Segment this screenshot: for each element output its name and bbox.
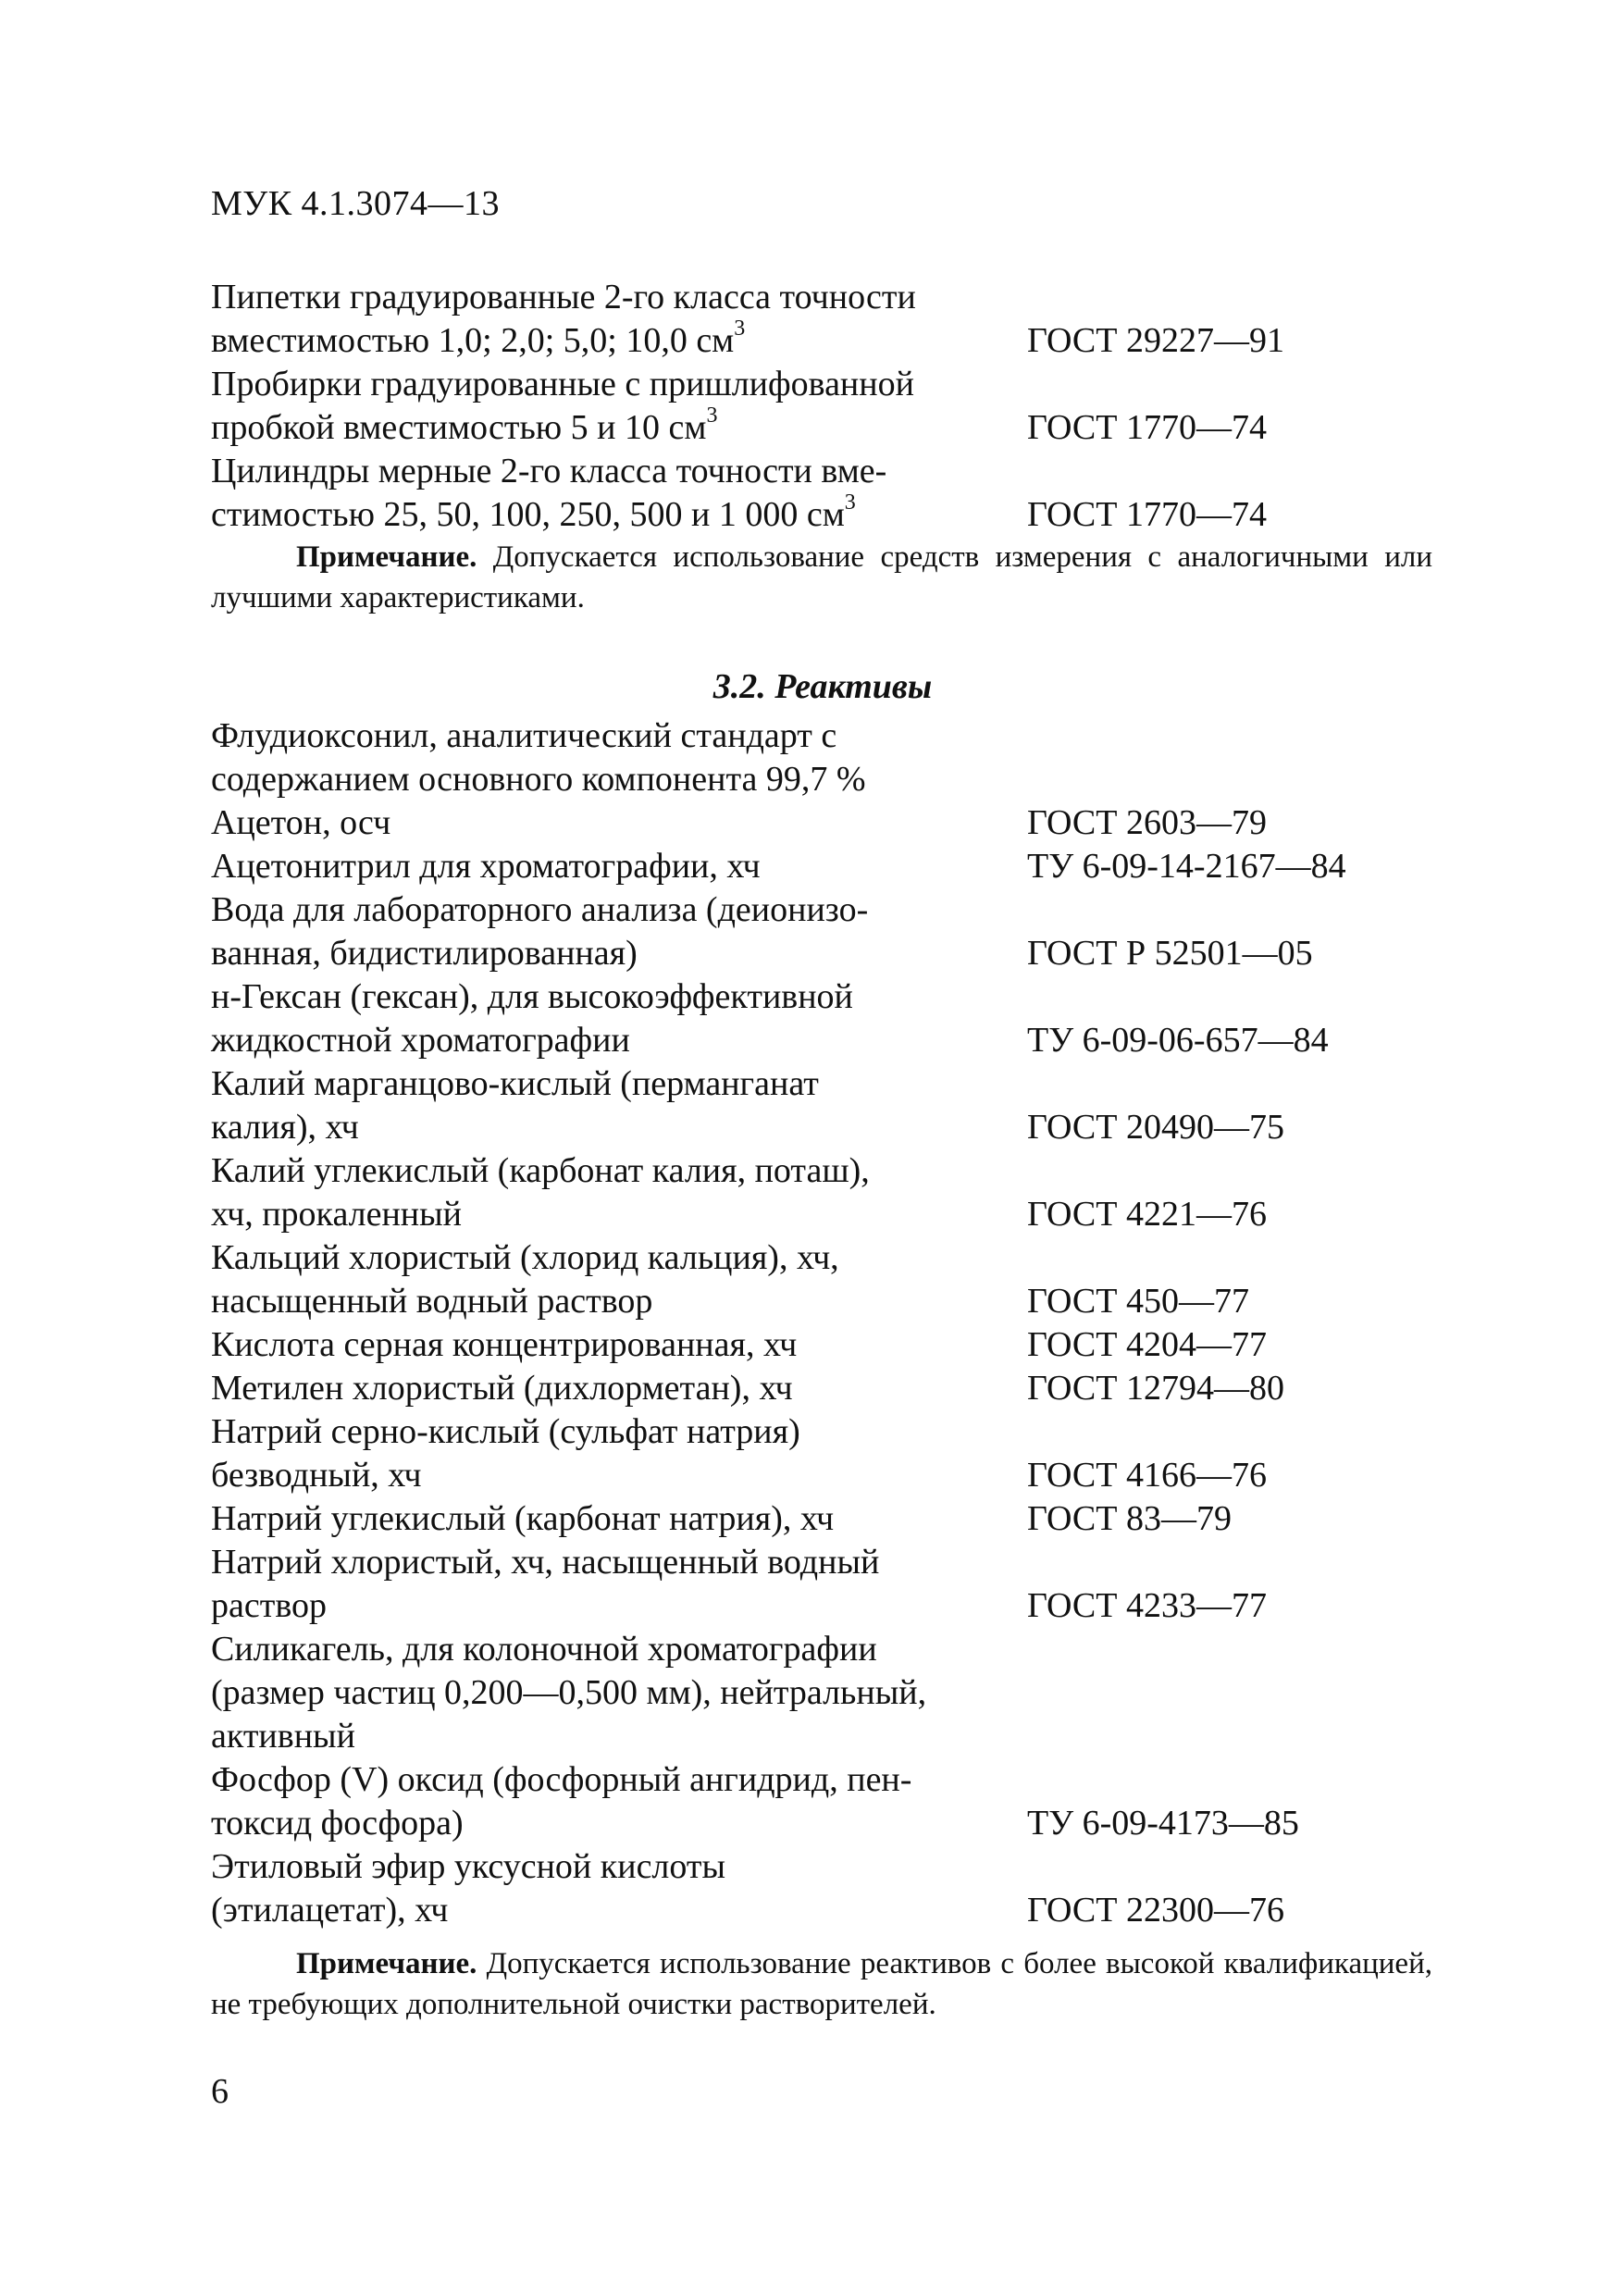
reagent-entry: [211, 1410, 1414, 1497]
reagent-standard: ТУ 6-09-14-2167—84: [1027, 847, 1346, 886]
note-label: Примечание.: [296, 1947, 477, 1980]
superscript: 3: [706, 403, 718, 428]
instrument-name: Цилиндры мерные 2-го класса точности вме- стимостью 25, 50, 100, 250, 500 и 1 000 $см^3$: [211, 452, 887, 534]
instrument-entry: [211, 363, 1414, 450]
reagent-standard: ТУ 6-09-4173—85: [1027, 1804, 1299, 1843]
instrument-entry: [211, 450, 1414, 537]
reagent-entry: [211, 1062, 1414, 1149]
reagent-standard: ГОСТ 2603—79: [1027, 803, 1267, 842]
document-header: МУК 4.1.3074—13: [211, 184, 501, 223]
reagent-entry: [211, 1149, 1414, 1236]
reagent-standard: ГОСТ Р 52501—05: [1027, 934, 1313, 973]
reagent-standard: ГОСТ 4221—76: [1027, 1195, 1267, 1234]
reagents-list: [211, 714, 1414, 1932]
reagent-standard: ГОСТ 20490—75: [1027, 1108, 1284, 1147]
note-instruments: [211, 537, 1432, 618]
reagent-standard: ГОСТ 22300—76: [1027, 1891, 1284, 1930]
instrument-standard: ГОСТ 1770—74: [1027, 495, 1267, 534]
instrument-entry: [211, 276, 1414, 363]
reagent-name: Силикагель, для колоночной хроматографии (размер частиц 0,200—0,500 мм), нейтральный, активный: [211, 1630, 927, 1756]
reagent-name: Калий углекислый (карбонат калия, поташ), хч, прокаленный: [211, 1151, 870, 1234]
instruments-list: [211, 276, 1414, 537]
reagent-entry: [211, 801, 1414, 845]
reagent-name: Этиловый эфир уксусной кислоты (этилацетат), хч: [211, 1847, 726, 1930]
instrument-standard: ГОСТ 29227—91: [1027, 321, 1284, 360]
instrument-standard: ГОСТ 1770—74: [1027, 408, 1267, 447]
reagent-entry: [211, 888, 1414, 975]
reagent-name: Флудиоксонил, аналитический стандарт с содержанием основного компонента 99,7 %: [211, 716, 866, 799]
reagent-standard: ГОСТ 4233—77: [1027, 1586, 1267, 1625]
reagent-entry: [211, 1845, 1414, 1932]
reagent-name: Ацетон, осч: [211, 803, 391, 842]
note-label: Примечание.: [296, 540, 477, 574]
reagent-standard: ГОСТ 4204—77: [1027, 1325, 1267, 1364]
reagent-standard: ГОСТ 450—77: [1027, 1282, 1249, 1321]
note-text: Допускается использование реактивов с более высокой квалификацией, не требующих дополнительной очистки растворителей.: [211, 1947, 1432, 2021]
page-number: 6: [211, 2072, 229, 2111]
section-title: 3.2. Реактивы: [712, 667, 933, 706]
reagent-name: Калий марганцово-кислый (перманганат калия), хч: [211, 1064, 819, 1147]
reagent-entry: [211, 845, 1414, 888]
reagent-name: Кальций хлористый (хлорид кальция), хч, насыщенный водный раствор: [211, 1238, 839, 1321]
reagent-entry: [211, 1628, 1414, 1758]
superscript: 3: [844, 490, 856, 515]
reagent-entry: [211, 714, 1414, 801]
reagent-entry: [211, 1497, 1414, 1541]
reagent-entry: [211, 1367, 1414, 1410]
note-reagents: [211, 1943, 1432, 2025]
note-text: Допускается использование средств измерения с аналогичными или лучшими характеристиками.: [211, 540, 1432, 614]
reagent-standard: ГОСТ 12794—80: [1027, 1369, 1284, 1408]
reagent-entry: [211, 1236, 1414, 1323]
instrument-name: Пипетки градуированные 2-го класса точности вместимостью 1,0; 2,0; 5,0; 10,0 $см^3$: [211, 278, 916, 360]
instrument-name: Пробирки градуированные с пришлифованной пробкой вместимостью 5 и 10 $см^3$: [211, 365, 914, 447]
reagent-name: Вода для лабораторного анализа (деионизо- ванная, бидистилированная): [211, 890, 869, 973]
reagent-name: Ацетонитрил для хроматографии, хч: [211, 847, 761, 886]
reagent-name: Натрий углекислый (карбонат натрия), хч: [211, 1499, 835, 1538]
reagent-entry: [211, 1323, 1414, 1367]
reagent-name: Натрий серно-кислый (сульфат натрия) безводный, хч: [211, 1412, 800, 1495]
reagent-standard: ГОСТ 83—79: [1027, 1499, 1232, 1538]
reagent-name: н-Гексан (гексан), для высокоэффективной жидкостной хроматографии: [211, 977, 853, 1060]
superscript: 3: [734, 316, 746, 341]
reagent-standard: ГОСТ 4166—76: [1027, 1456, 1267, 1495]
reagent-entry: [211, 1541, 1414, 1628]
reagent-standard: ТУ 6-09-06-657—84: [1027, 1021, 1329, 1060]
reagent-entry: [211, 975, 1414, 1062]
reagent-name: Натрий хлористый, хч, насыщенный водный раствор: [211, 1543, 880, 1625]
reagent-name: Фосфор (V) оксид (фосфорный ангидрид, пен- токсид фосфора): [211, 1760, 912, 1843]
reagent-entry: [211, 1758, 1414, 1845]
reagent-name: Кислота серная концентрированная, хч: [211, 1325, 798, 1364]
reagent-name: Метилен хлористый (дихлорметан), хч: [211, 1369, 793, 1408]
